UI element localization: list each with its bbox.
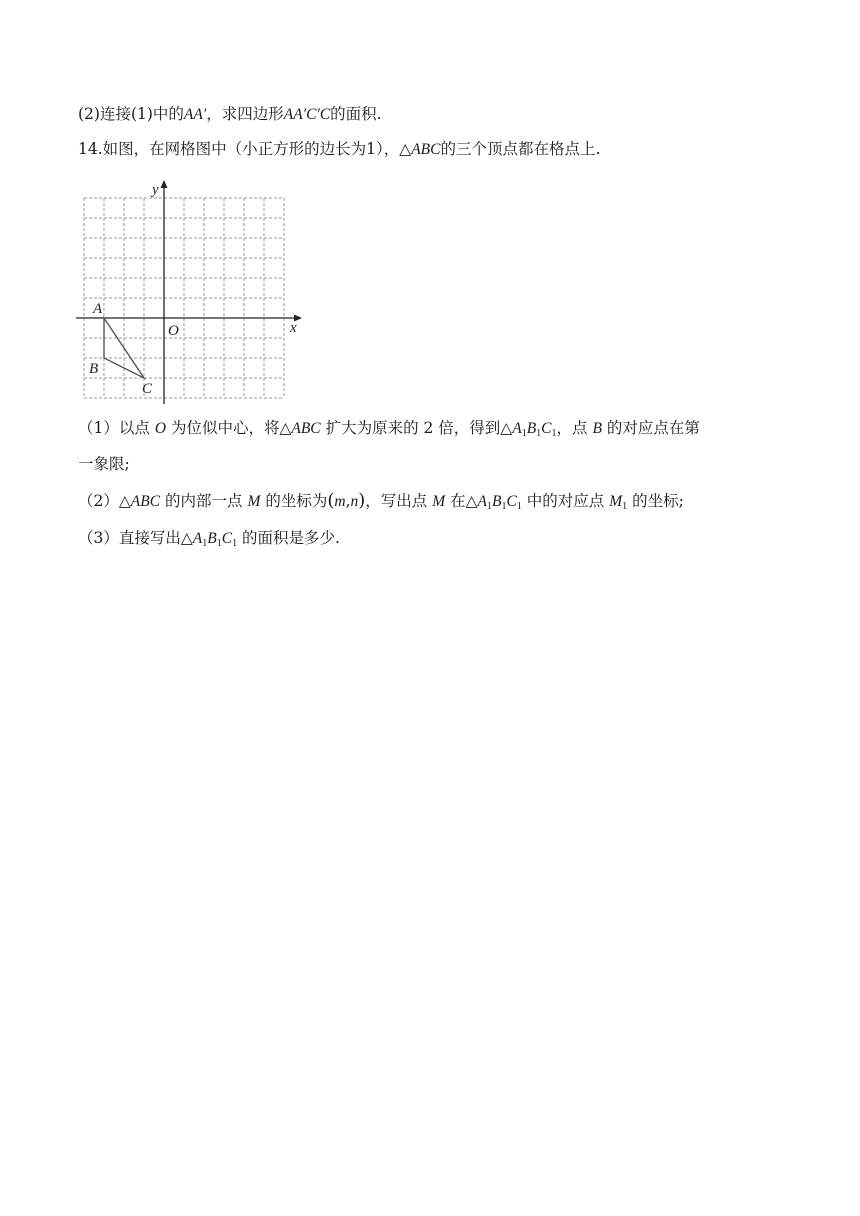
part1-text2: 扩大为原来的 2 倍，得到△ <box>325 419 513 437</box>
grid-lines <box>84 198 284 398</box>
point-m1: $M_1$ <box>609 493 628 512</box>
q14-part1-line2: 一象限; <box>78 455 130 473</box>
segment-aa-prime: AA′ <box>183 106 207 123</box>
part2-label: （2）△ <box>78 492 131 510</box>
part2-text3: ，写出点 <box>365 492 428 510</box>
axes <box>76 180 302 404</box>
triangle-a1b1c1: $A_1B_1C_1$ <box>477 493 522 512</box>
coordinate-grid-figure <box>76 172 316 404</box>
q14-stem-prefix: 14.如图，在网格图中（小正方形的边长为1），△ <box>78 140 412 158</box>
part1-text1: 为位似中心，将△ <box>170 419 292 437</box>
triangle-a1b1c1: $A_1B_1C_1$ <box>192 530 238 549</box>
q14-part2-line: （2）△ABC 的内部一点 M 的坐标为(m,n)，写出点 M 在$\triangle A_1B_1C_1$ 中的对应点 $M_1$ 的坐标; <box>78 490 684 512</box>
part1-label: （1）以点 <box>78 419 150 437</box>
center-point-o: O <box>154 420 167 437</box>
part3-text1: 的面积是多少. <box>242 529 340 547</box>
part2-text6: 的坐标; <box>632 492 684 510</box>
coord-m: m <box>334 493 346 510</box>
q14-stem <box>78 138 600 161</box>
point-b: B <box>592 420 602 437</box>
part1-triangle: ABC <box>291 420 321 437</box>
coord-n: n <box>350 493 359 510</box>
part1-text3: ，点 <box>556 419 588 437</box>
point-m-again: M <box>432 493 446 510</box>
q13-part2-prefix: (2)连接(1)中的 <box>78 105 184 123</box>
point-m: M <box>247 493 261 510</box>
vertex-a-label: A <box>93 301 103 317</box>
q14-part3-line <box>78 527 340 555</box>
q13-part2-middle: ，求四边形 <box>206 105 284 123</box>
triangle-a1b1c1: $A_1B_1C_1$ <box>512 420 557 439</box>
q14-stem-triangle: ABC <box>411 141 441 158</box>
q13-part2-suffix: 的面积. <box>330 105 382 123</box>
part2-triangle: ABC <box>130 493 161 510</box>
quadrilateral-name: AA′C′C <box>283 106 331 123</box>
origin-label: O <box>168 323 179 339</box>
part2-text1: 的内部一点 <box>165 492 243 510</box>
part1-text4: 的对应点在第 <box>606 419 700 437</box>
q14-stem-suffix: 的三个顶点都在格点上. <box>440 140 601 158</box>
y-axis-label: y <box>152 182 159 198</box>
vertex-c-label: C <box>142 381 153 397</box>
x-axis-label: x <box>290 320 297 336</box>
q14-part1-line1 <box>78 417 700 445</box>
part2-text5: 中的对应点 <box>526 492 605 510</box>
part2-text4: 在△ <box>450 492 478 510</box>
part2-text2: 的坐标为 <box>265 492 328 510</box>
q13-part2-line <box>78 103 382 126</box>
part3-label: （3）直接写出△ <box>78 529 193 547</box>
y-axis-arrow <box>161 180 168 188</box>
vertex-b-label: B <box>89 361 99 377</box>
